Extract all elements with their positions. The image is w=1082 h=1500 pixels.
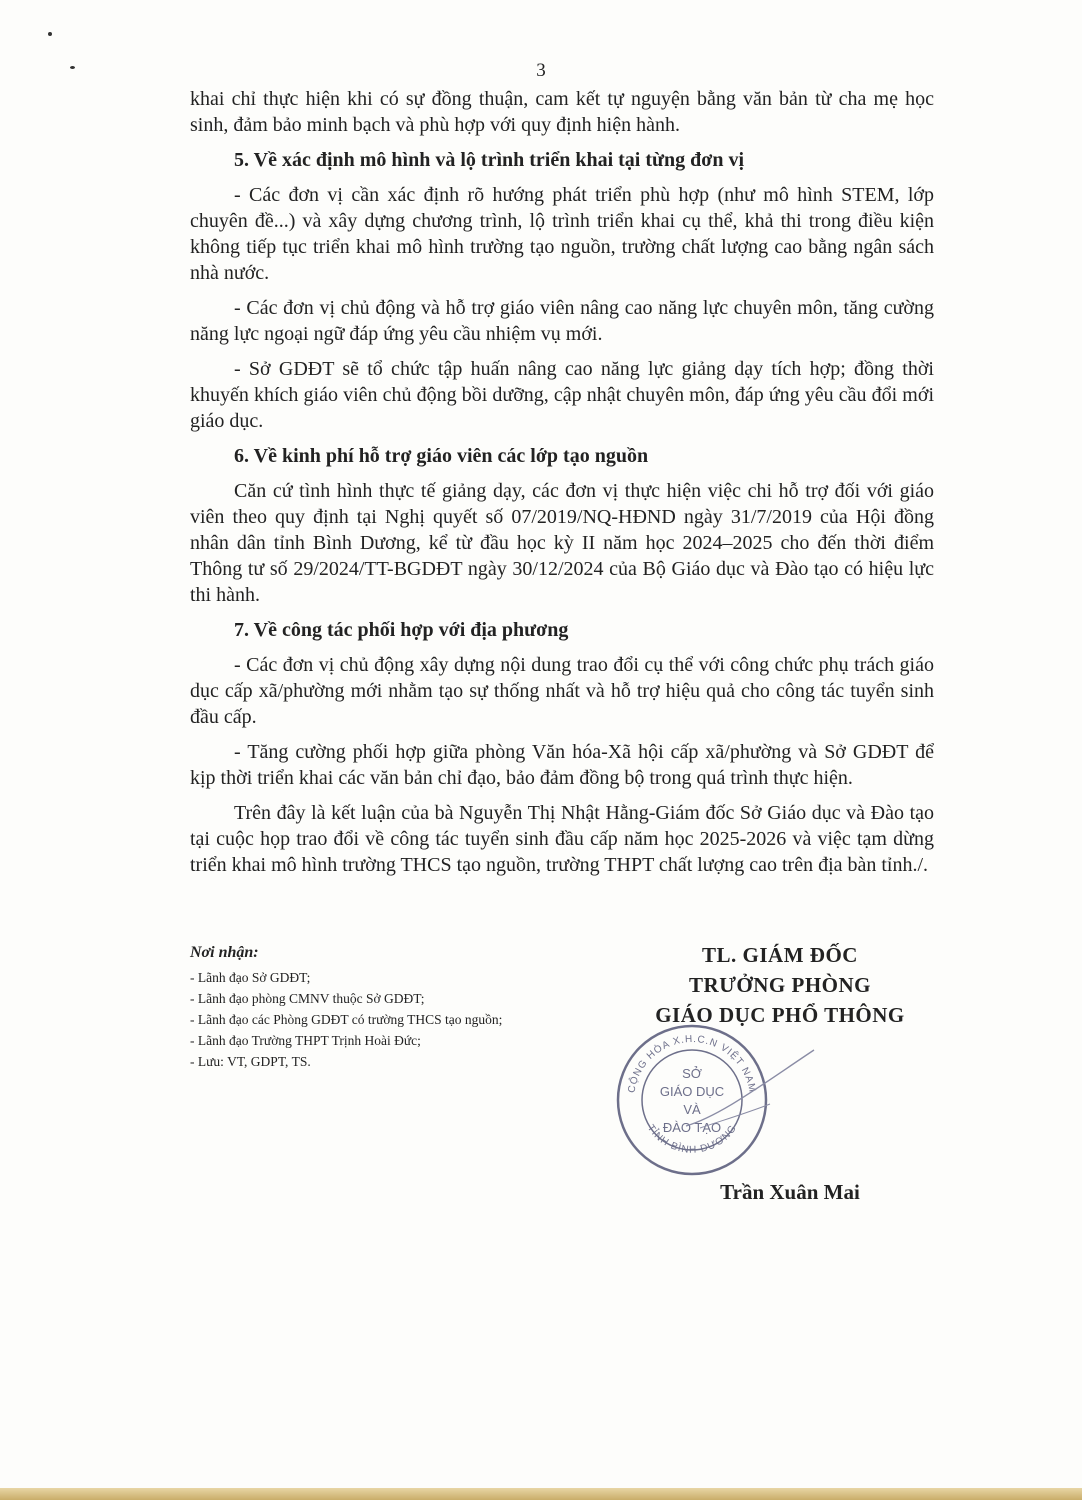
- seal-center-line: SỞ: [682, 1066, 702, 1081]
- seal-outer-bottom-text: TỈNH BÌNH DƯƠNG: [644, 1122, 740, 1156]
- body-paragraph: - Các đơn vị chủ động và hỗ trợ giáo viên nâng cao năng lực chuyên môn, tăng cường năng lực ngoại ngữ đáp ứng yêu cầu nhiệm vụ mới.: [190, 297, 934, 345]
- body-paragraph: - Các đơn vị chủ động xây dựng nội dung trao đổi cụ thể với công chức phụ trách giáo dục cấp xã/phường mới nhằm tạo sự thống nhất và hỗ trợ hiệu quả cho công tác tuyển sinh đầu cấp.: [190, 654, 934, 728]
- body-paragraph: - Sở GDĐT sẽ tổ chức tập huấn nâng cao năng lực giảng dạy tích hợp; đồng thời khuyến khích giáo viên chủ động bồi dưỡng, cập nhật chuyên môn, đáp ứng yêu cầu đổi mới giáo dục.: [190, 358, 934, 432]
- paper-edge: [0, 1488, 1082, 1500]
- section-heading: 5. Về xác định mô hình và lộ trình triển khai tại từng đơn vị: [234, 149, 745, 171]
- seal-center-line: ĐÀO TẠO: [662, 1120, 722, 1135]
- recipients-block: [190, 942, 610, 1072]
- handwritten-signature: [680, 1046, 820, 1136]
- recipient-item: - Lãnh đạo Sở GDĐT;: [190, 970, 311, 985]
- recipient-item: - Lãnh đạo phòng CMNV thuộc Sở GDĐT;: [190, 991, 425, 1006]
- seal-center-line: VÀ: [683, 1102, 701, 1117]
- section-heading: 6. Về kinh phí hỗ trợ giáo viên các lớp tạo nguồn: [234, 445, 649, 467]
- signature-block: [630, 940, 930, 1030]
- recipient-item: - Lưu: VT, GDPT, TS.: [190, 1054, 311, 1069]
- signer-name: Trần Xuân Mai: [720, 1180, 860, 1204]
- signature-title-1: TL. GIÁM ĐỐC: [702, 943, 858, 967]
- seal-outer-top-text: CỘNG HÒA X.H.C.N VIỆT NAM: [626, 1033, 758, 1094]
- recipients-title: Nơi nhận:: [190, 944, 259, 961]
- document-body: [190, 86, 934, 878]
- seal-center-line: GIÁO DỤC: [659, 1084, 725, 1099]
- section-heading: 7. Về công tác phối hợp với địa phương: [234, 619, 569, 641]
- body-paragraph: - Tăng cường phối hợp giữa phòng Văn hóa-Xã hội cấp xã/phường và Sở GDĐT để kịp thời triển khai các văn bản chỉ đạo, bảo đảm đồng bộ trong quá trình thực hiện.: [190, 741, 934, 789]
- signature-title-3: GIÁO DỤC PHỔ THÔNG: [655, 1003, 905, 1027]
- signature-title-2: TRƯỞNG PHÒNG: [689, 973, 871, 997]
- scan-speck: [48, 32, 52, 36]
- recipient-item: - Lãnh đạo các Phòng GDĐT có trường THCS tạo nguồn;: [190, 1012, 503, 1027]
- page-number: 3: [536, 60, 546, 81]
- body-paragraph: - Các đơn vị cần xác định rõ hướng phát triển phù hợp (như mô hình STEM, lớp chuyên đề...) và xây dựng chương trình, lộ trình triển khai cụ thể, khả thi trong điều kiện không tiếp tục triển khai mô hình trường tạo nguồn, trường chất lượng cao bằng ngân sách nhà nước.: [190, 184, 934, 284]
- body-paragraph: khai chỉ thực hiện khi có sự đồng thuận, cam kết tự nguyện bằng văn bản từ cha mẹ học sinh, đảm bảo minh bạch và phù hợp với quy định hiện hành.: [190, 88, 934, 136]
- body-paragraph: Căn cứ tình hình thực tế giảng dạy, các đơn vị thực hiện việc chi hỗ trợ đối với giáo viên theo quy định tại Nghị quyết số 07/2019/NQ-HĐND ngày 31/7/2019 của Hội đồng nhân dân tỉnh Bình Dương, kể từ đầu học kỳ II năm học 2024–2025 cho đến thời điểm Thông tư số 29/2024/TT-BGDĐT ngày 30/12/2024 của Bộ Giáo dục và Đào tạo có hiệu lực thi hành.: [190, 480, 934, 606]
- body-paragraph: Trên đây là kết luận của bà Nguyễn Thị Nhật Hằng-Giám đốc Sở Giáo dục và Đào tạo tại cuộc họp trao đổi về công tác tuyển sinh đầu cấp năm học 2025-2026 và việc tạm dừng triển khai mô hình trường THCS tạo nguồn, trường THPT chất lượng cao trên địa bàn tỉnh./.: [190, 802, 934, 876]
- recipient-item: - Lãnh đạo Trường THPT Trịnh Hoài Đức;: [190, 1033, 421, 1048]
